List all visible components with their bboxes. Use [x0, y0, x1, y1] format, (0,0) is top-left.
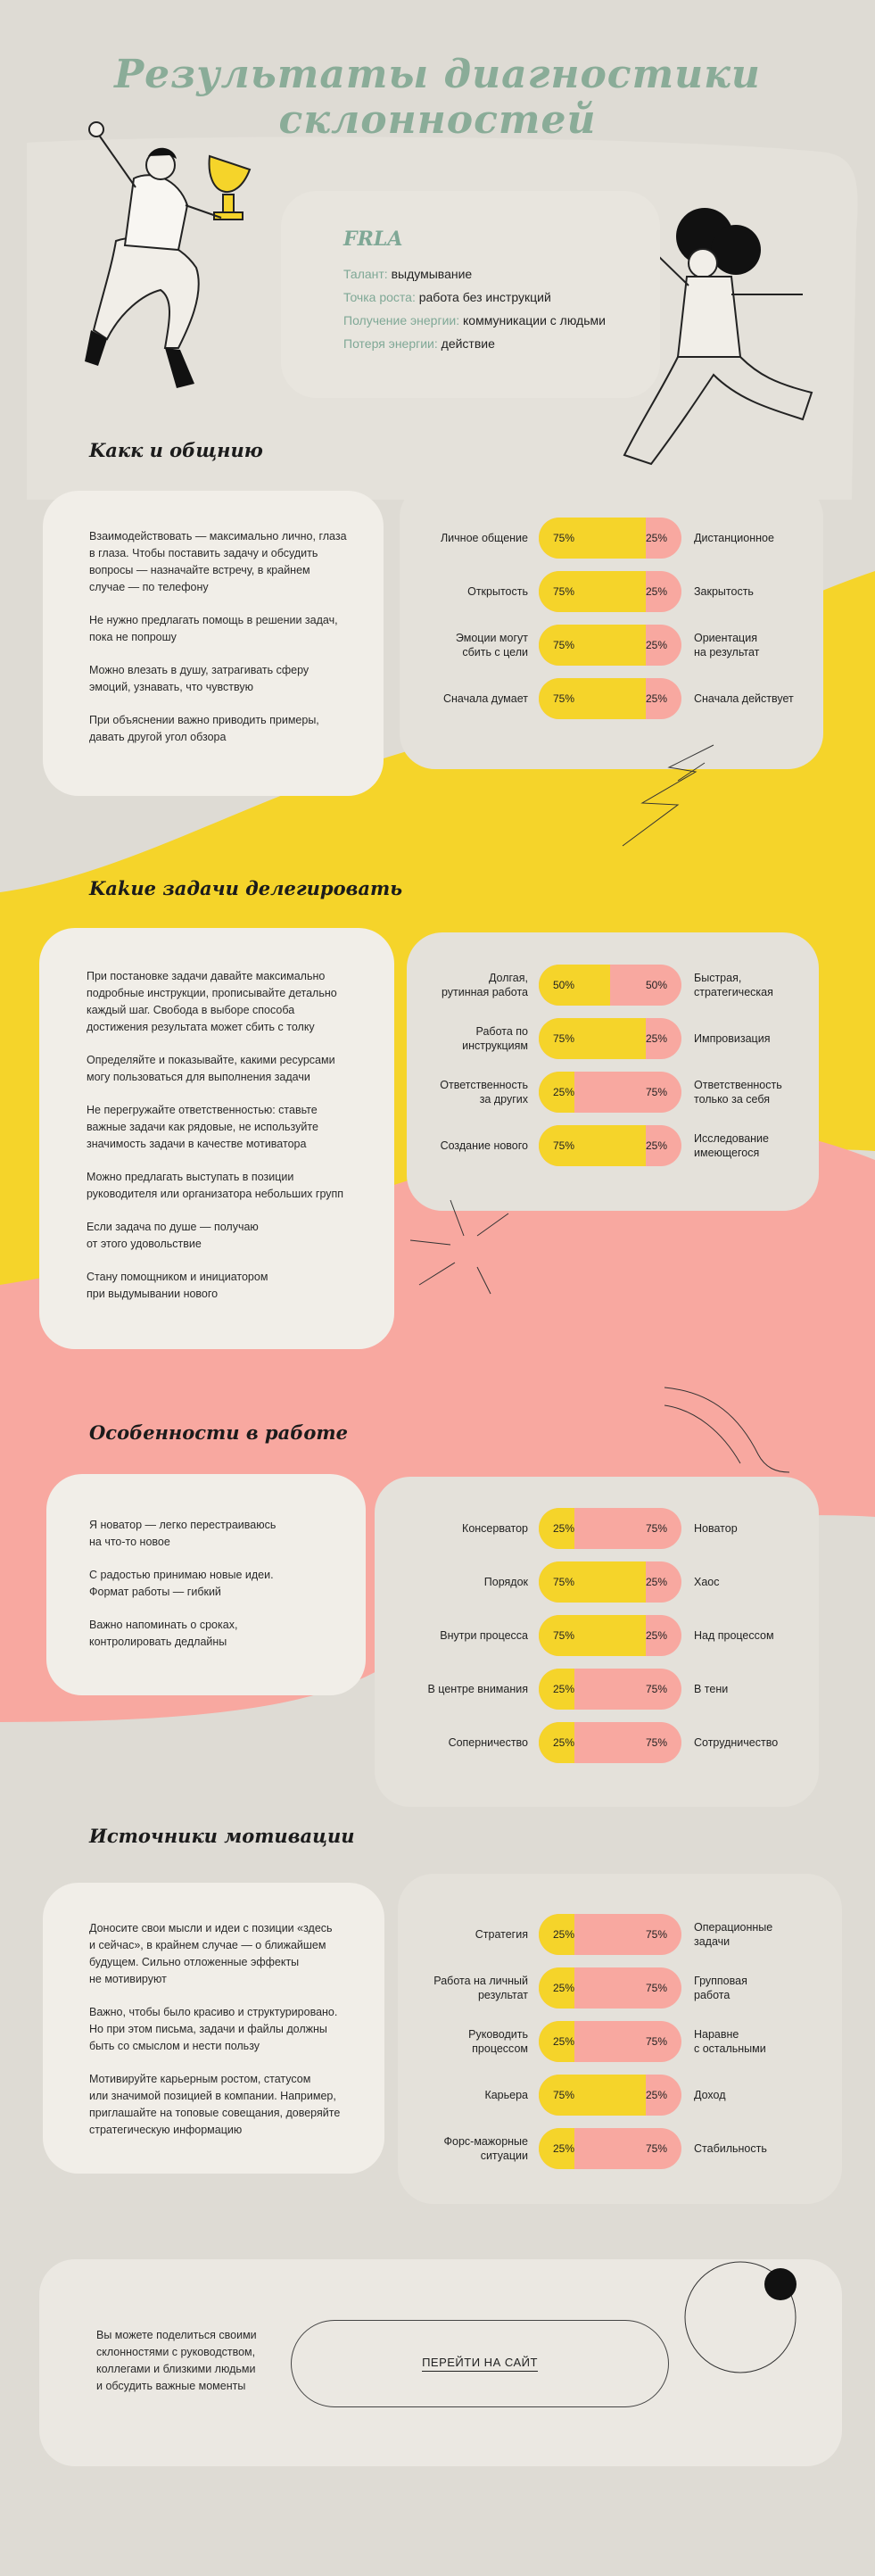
scale-left-label: Стратегия	[475, 1928, 528, 1941]
scale-right-label: Операционные задачи	[694, 1921, 773, 1948]
scale-right-label: Исследование имеющегося	[694, 1132, 769, 1159]
scale-right-percent: 75%	[645, 2142, 667, 2155]
scale-left-label: Долгая, рутинная работа	[441, 972, 528, 998]
profile-growth-point: Точка роста: работа без инструкций	[343, 290, 551, 304]
communication-text: Взаимодействовать — максимально лично, глаза в глаза. Чтобы поставить задачу и обсудить вопросы — назначайте встречу, в крайнем случае — по телефону Не нужно предлагать помощь в решении задач, пока не попрошу Можно влезать в душу, затрагивать сферу эмоций, узнавать, что чувствую При объяснении важно приводить примеры, давать другой угол обзора	[89, 530, 347, 743]
burst-decoration	[401, 1187, 544, 1303]
scale-right-percent: 50%	[645, 979, 667, 991]
scale-left-percent: 25%	[553, 1736, 575, 1749]
scale-bar	[539, 1508, 681, 1549]
scale-left-percent: 25%	[553, 2142, 575, 2155]
scale-right-percent: 25%	[645, 692, 667, 705]
scale-left-percent: 75%	[553, 585, 575, 598]
scale-right-percent: 75%	[645, 1982, 667, 1994]
scale-left-percent: 25%	[553, 2035, 575, 2048]
section-heading-delegation: Kakue задачи делегировать	[89, 877, 403, 899]
scale-left-label: Внутри процесса	[440, 1629, 528, 1642]
scale-left-percent: 25%	[553, 1522, 575, 1535]
scale-right-percent: 75%	[645, 1928, 667, 1941]
scale-left-label: Руководить процессом	[468, 2028, 528, 2055]
scale-row	[403, 1615, 822, 1656]
profile-talent: Талант: выдумывание	[343, 267, 473, 281]
scale-right-label: Импровизация	[694, 1032, 771, 1045]
scale-row	[403, 1722, 822, 1763]
scale-left-percent: 25%	[553, 1928, 575, 1941]
section-heading-communication: Kaкк и общнию	[89, 439, 263, 461]
scale-right-label: Хаос	[694, 1576, 720, 1588]
scale-left-label: Карьера	[484, 2089, 528, 2101]
scale-left-label: Форс-мажорные ситуации	[443, 2135, 528, 2162]
scale-row	[403, 1072, 822, 1113]
scale-bar	[539, 1018, 681, 1059]
scale-right-percent: 25%	[645, 532, 667, 544]
scale-right-percent: 25%	[645, 639, 667, 651]
scale-right-percent: 25%	[645, 2089, 667, 2101]
scale-row	[403, 571, 822, 612]
scale-right-percent: 75%	[645, 1683, 667, 1695]
scale-left-label: Соперничество	[448, 1736, 528, 1749]
communication-scales	[403, 518, 822, 732]
scale-bar	[539, 1914, 681, 1955]
scale-right-label: Над процессом	[694, 1629, 774, 1642]
delegation-text: При постановке задачи давайте максимально подробные инструкции, прописывайте детально каждый шаг. Свобода в выборе способа достижения результата может сбить с толку Определяйте и показывайте, какими ресурсами могу пользоваться для выполнения задачи Не перегружайте ответственностью: ставьте важные задачи как рядовые, не используйте значимость задачи в качестве мотиватора Можно предлагать выступать в позиции руководителя или организатора небольших групп Если задача по душе — получаю от этого удовольствие Стану помощником и инициатором при выдумывании нового	[87, 970, 344, 1300]
scale-row	[403, 2021, 822, 2062]
scale-right-label: Ответственность только за себя	[694, 1079, 782, 1106]
scale-row	[403, 518, 822, 559]
scale-bar	[539, 1561, 681, 1603]
scale-left-percent: 25%	[553, 1086, 575, 1098]
profile-name: FRLA	[343, 228, 403, 251]
go-to-site-button[interactable]	[291, 2320, 669, 2407]
scale-left-percent: 75%	[553, 1032, 575, 1045]
man-with-trophy-illustration	[80, 116, 285, 410]
scale-bar	[539, 965, 681, 1006]
scale-row	[403, 625, 822, 666]
profile-content	[343, 228, 647, 360]
scale-bar	[539, 1722, 681, 1763]
scale-row	[403, 1914, 822, 1955]
scale-right-label: Сотрудничество	[694, 1736, 779, 1749]
scale-right-percent: 75%	[645, 2035, 667, 2048]
footer-text: Вы можете поделиться своими склонностями с руководством, коллегами и близкими людьми и обсудить важные моменты	[96, 2329, 257, 2392]
scale-bar	[539, 625, 681, 666]
scale-bar	[539, 2075, 681, 2116]
scale-left-label: Работа на личный результат	[433, 1975, 528, 2001]
scale-right-label: Наравне с остальными	[694, 2028, 766, 2055]
scale-right-percent: 25%	[645, 1032, 667, 1045]
scale-right-label: Групповая работа	[694, 1975, 747, 2001]
scale-left-percent: 75%	[553, 1139, 575, 1152]
scale-left-percent: 75%	[553, 692, 575, 705]
scale-left-percent: 25%	[553, 1982, 575, 1994]
curves-decoration	[660, 1383, 794, 1481]
scale-bar	[539, 1125, 681, 1166]
scale-left-percent: 75%	[553, 1576, 575, 1588]
scale-row	[403, 2075, 822, 2116]
scale-left-label: Открытость	[467, 585, 528, 598]
scale-left-percent: 75%	[553, 639, 575, 651]
scale-left-percent: 75%	[553, 2089, 575, 2101]
scale-right-label: Новатор	[694, 1522, 738, 1535]
profile-energy-gain: Получение энергии: коммуникации с людьми	[343, 313, 606, 327]
scale-right-percent: 25%	[645, 585, 667, 598]
page-title: Результаты диагностики склонностей	[114, 52, 761, 143]
scale-row	[403, 1508, 822, 1549]
scale-left-label: Сначала думает	[442, 692, 528, 705]
circle-decoration	[678, 2250, 812, 2384]
scale-left-percent: 75%	[553, 532, 575, 544]
scale-left-label: В центре внимания	[427, 1683, 528, 1695]
scale-right-label: Стабильность	[694, 2142, 767, 2155]
scale-bar	[539, 518, 681, 559]
go-to-site-button-label: ПЕРЕЙТИ НА САЙТ	[422, 2356, 538, 2372]
scale-bar	[539, 1669, 681, 1710]
scale-bar	[539, 1615, 681, 1656]
scale-row	[403, 1967, 822, 2009]
profile-energy-loss: Потеря энергии: действие	[343, 336, 495, 351]
scale-left-percent: 25%	[553, 1683, 575, 1695]
scale-row	[403, 678, 822, 719]
scale-row	[403, 1125, 822, 1166]
work-features-scales	[403, 1508, 822, 1785]
scale-right-label: Закрытость	[694, 585, 754, 598]
scale-left-label: Эмоции могут сбить с цели	[455, 632, 528, 658]
scale-left-label: Консерватор	[462, 1522, 528, 1535]
section-heading-motivation: Источники мотивации	[89, 1825, 355, 1847]
scale-row	[403, 1018, 822, 1059]
motivation-scales	[403, 1914, 822, 2191]
motivation-text: Доносите свои мысли и идеи с позиции «здесь и сейчас», в крайнем случае — о ближайшем будущем. Сильно отложенные эффекты не мотивируют Важно, чтобы было красиво и структурировано. Но при этом письма, задачи и файлы должны быть со смыслом и нести пользу Мотивируйте карьерным ростом, статусом или значимой позицией в компании. Например, приглашайте на топовые совещания, доверяйте стратегическую информацию	[89, 1922, 341, 2136]
scale-right-label: В тени	[694, 1683, 729, 1695]
scale-left-label: Создание нового	[440, 1139, 528, 1152]
scale-bar	[539, 2021, 681, 2062]
scale-bar	[539, 1072, 681, 1113]
scale-right-label: Быстрая, стратегическая	[694, 972, 773, 998]
scale-left-label: Порядок	[483, 1576, 528, 1588]
scale-right-percent: 25%	[645, 1629, 667, 1642]
scale-right-percent: 75%	[645, 1086, 667, 1098]
scale-right-label: Сначала действует	[694, 692, 794, 705]
work-features-text: Я новатор — легко перестраиваюсь на что-то новое С радостью принимаю новые идеи. Формат работы — гибкий Важно напоминать о сроках, контролировать дедлайны	[89, 1519, 277, 1648]
scale-right-label: Ориентация на результат	[694, 632, 760, 658]
delegation-scales	[403, 965, 822, 1179]
scale-right-percent: 25%	[645, 1576, 667, 1588]
scale-right-percent: 75%	[645, 1736, 667, 1749]
scale-row	[403, 2128, 822, 2169]
scale-left-percent: 75%	[553, 1629, 575, 1642]
scale-left-label: Личное общение	[440, 532, 528, 544]
zigzag-decoration	[615, 741, 722, 857]
scale-left-label: Ответственность за других	[440, 1079, 528, 1106]
scale-bar	[539, 2128, 681, 2169]
scale-bar	[539, 571, 681, 612]
scale-row	[403, 1669, 822, 1710]
scale-right-label: Дистанционное	[694, 532, 774, 544]
scale-right-percent: 25%	[645, 1139, 667, 1152]
scale-left-label: Работа по инструкциям	[462, 1025, 528, 1052]
scale-row	[403, 965, 822, 1006]
scale-bar	[539, 1967, 681, 2009]
scale-row	[403, 1561, 822, 1603]
section-heading-work-features: Ocoбенности в работе	[89, 1421, 348, 1444]
scale-right-percent: 75%	[645, 1522, 667, 1535]
scale-right-label: Доход	[694, 2089, 726, 2101]
scale-left-percent: 50%	[553, 979, 575, 991]
scale-bar	[539, 678, 681, 719]
